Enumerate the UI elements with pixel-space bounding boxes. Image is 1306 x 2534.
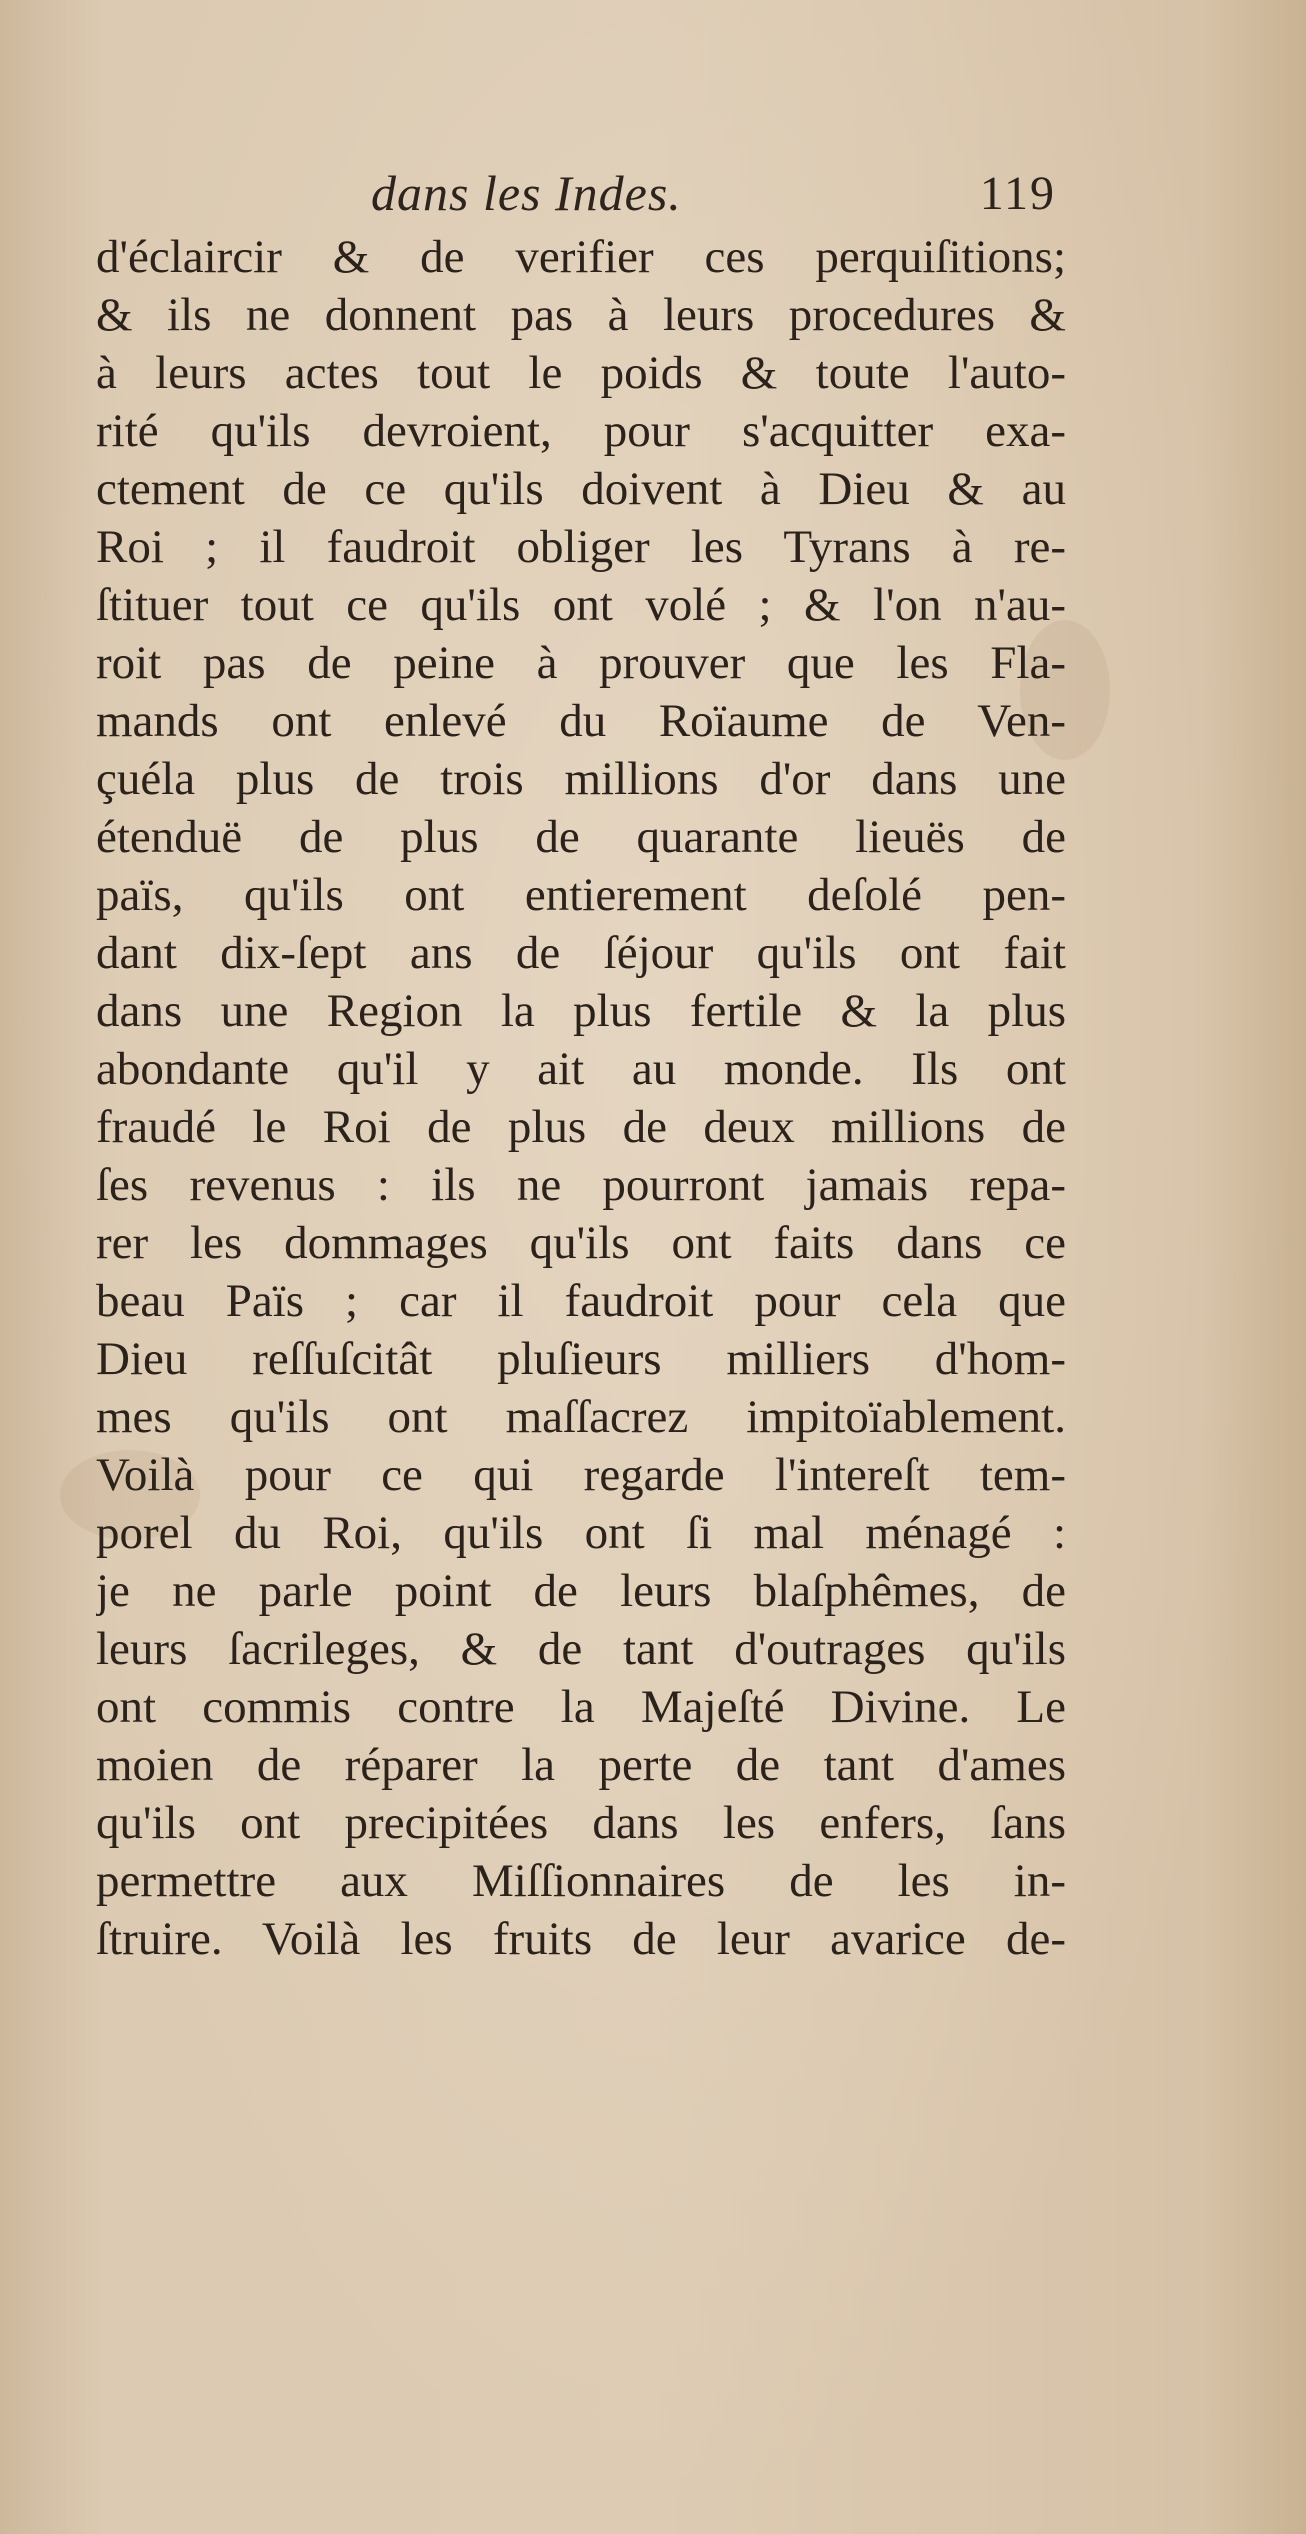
text-line: & ils ne donnent pas à leurs procedures & xyxy=(96,289,1066,341)
text-line: dans une Region la plus fertile & la plus xyxy=(96,985,1066,1037)
text-line: permettre aux Miſſionnaires de les in- xyxy=(96,1855,1066,1907)
body-text xyxy=(96,228,1066,1968)
text-line: roit pas de peine à prouver que les Fla- xyxy=(96,637,1066,689)
text-line: ctement de ce qu'ils doivent à Dieu & au xyxy=(96,463,1066,515)
text-line: qu'ils ont precipitées dans les enfers, ſans xyxy=(96,1797,1066,1849)
text-line: d'éclaircir & de verifier ces perquiſitions; xyxy=(96,231,1066,283)
text-line: rité qu'ils devroient, pour s'acquitter exa- xyxy=(96,405,1066,457)
page-header xyxy=(96,160,1056,230)
text-line: dant dix-ſept ans de ſéjour qu'ils ont fait xyxy=(96,927,1066,979)
text-line: leurs ſacrileges, & de tant d'outrages qu'ils xyxy=(96,1623,1066,1675)
text-line: ſes revenus : ils ne pourront jamais repa- xyxy=(96,1159,1066,1211)
text-line: Voilà pour ce qui regarde l'intereſt tem- xyxy=(96,1449,1066,1501)
text-line: Roi ; il faudroit obliger les Tyrans à re- xyxy=(96,521,1066,573)
text-line: çuéla plus de trois millions d'or dans une xyxy=(96,753,1066,805)
text-line: mands ont enlevé du Roïaume de Ven- xyxy=(96,695,1066,747)
text-line: à leurs actes tout le poids & toute l'auto- xyxy=(96,347,1066,399)
text-line: ſtruire. Voilà les fruits de leur avarice de- xyxy=(96,1913,1066,1965)
running-title: dans les Indes. xyxy=(371,165,682,221)
text-line: moien de réparer la perte de tant d'ames xyxy=(96,1739,1066,1791)
text-line: beau Païs ; car il faudroit pour cela que xyxy=(96,1275,1066,1327)
text-line: Dieu reſſuſcitât pluſieurs milliers d'hom- xyxy=(96,1333,1066,1385)
text-line: abondante qu'il y ait au monde. Ils ont xyxy=(96,1043,1066,1095)
text-line: rer les dommages qu'ils ont faits dans ce xyxy=(96,1217,1066,1269)
text-line: païs, qu'ils ont entierement deſolé pen- xyxy=(96,869,1066,921)
text-line: je ne parle point de leurs blaſphêmes, de xyxy=(96,1565,1066,1617)
text-line: étenduë de plus de quarante lieuës de xyxy=(96,811,1066,863)
text-line: ſtituer tout ce qu'ils ont volé ; & l'on n'au- xyxy=(96,579,1066,631)
page-number: 119 xyxy=(979,167,1056,220)
text-line: porel du Roi, qu'ils ont ſi mal ménagé : xyxy=(96,1507,1066,1559)
text-line: mes qu'ils ont maſſacrez impitoïablement. xyxy=(96,1391,1066,1443)
text-line: fraudé le Roi de plus de deux millions de xyxy=(96,1101,1066,1153)
text-line: ont commis contre la Majeſté Divine. Le xyxy=(96,1681,1066,1733)
